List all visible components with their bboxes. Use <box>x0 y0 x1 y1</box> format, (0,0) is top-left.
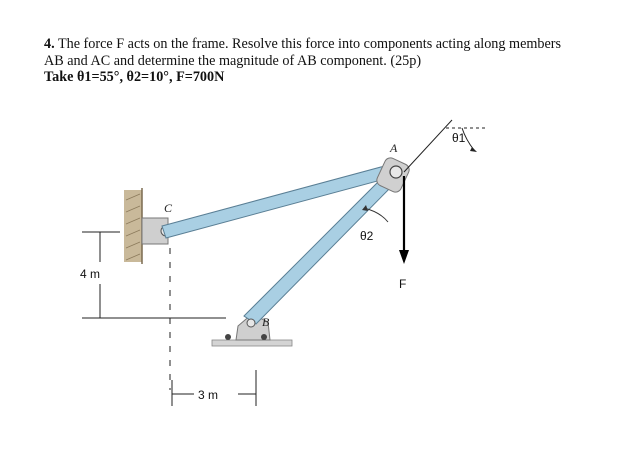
problem-number: 4. <box>44 36 55 52</box>
theta1-arc-head <box>470 147 477 152</box>
base-plate <box>212 340 292 346</box>
theta1-ray <box>404 120 452 172</box>
bolt-right <box>261 334 267 340</box>
problem-line-2: AB and AC and determine the magnitude of AB component. (25p) <box>44 52 422 69</box>
height-dimension-label: 4 m <box>80 267 101 281</box>
bolt-left <box>225 334 231 340</box>
point-c-label: C <box>164 201 173 215</box>
point-b-label: B <box>262 315 270 329</box>
force-arrowhead <box>399 250 409 264</box>
point-a-label: A <box>390 141 398 155</box>
problem-text-1: The force F acts on the frame. Resolve this force into components acting along members <box>57 36 562 52</box>
theta1-label: θ1 <box>452 131 466 145</box>
pin-a <box>390 166 402 178</box>
force-label: F <box>399 277 407 291</box>
width-dimension-label: 3 m <box>198 388 219 402</box>
wall-hatch <box>124 190 142 262</box>
angle-theta1 <box>404 120 486 172</box>
pin-b <box>247 319 255 327</box>
dimension-4m <box>82 232 226 318</box>
take-values: θ1=55°, θ2=10°, F=700N <box>77 69 225 85</box>
theta2-label: θ2 <box>360 229 374 243</box>
take-label: Take <box>44 69 74 85</box>
